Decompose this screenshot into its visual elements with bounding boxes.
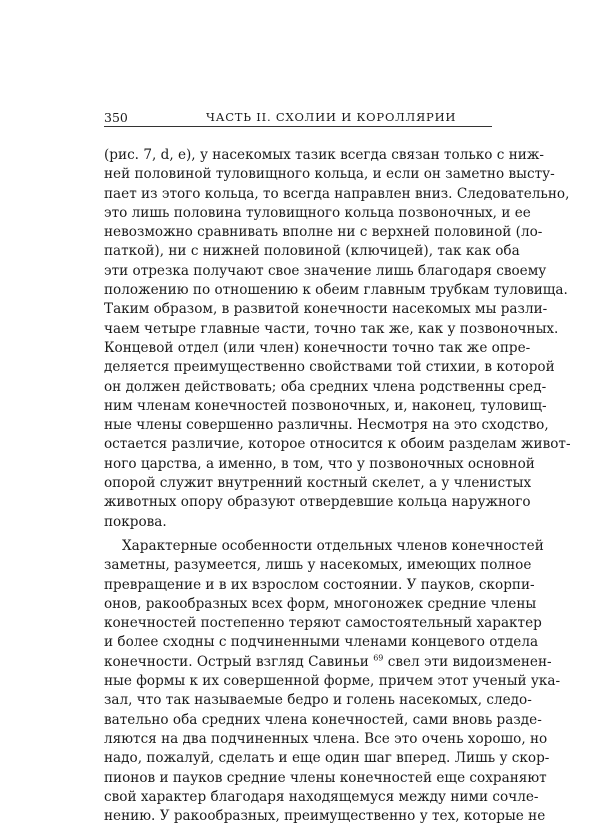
- text-line: пионов и пауков средние члены конечностей еще сохраняют: [104, 769, 547, 786]
- text-line: онов, ракообразных всех форм, многоножек средние члены: [104, 595, 537, 612]
- text-line: ней половиной туловищного кольца, и если он заметно высту-: [104, 166, 555, 183]
- page-number: 350: [104, 110, 128, 125]
- text-line: Характерные особенности отдельных членов конечностей: [122, 537, 544, 554]
- text-line: это лишь половина туловищного кольца позвоночных, и ее: [104, 204, 531, 221]
- paragraph: [104, 146, 571, 532]
- footnote-marker: 69: [373, 653, 384, 663]
- text-line: положению по отношению к обеим главным трубкам туловища.: [104, 282, 568, 299]
- text-line: заметны, разумеется, лишь у насекомых, имеющих полное: [104, 557, 532, 574]
- text-line: превращение и в их взрослом состоянии. У пауков, скорпи-: [104, 576, 535, 593]
- paragraph: [104, 537, 561, 826]
- text-line: остается различие, которое относится к обоим разделам живот-: [104, 436, 571, 453]
- text-line: ним членам конечностей позвоночных, и, наконец, туловищ-: [104, 397, 547, 414]
- text-fragment: конечности. Острый взгляд Савиньи: [104, 653, 369, 670]
- body-text: [104, 146, 571, 826]
- text-line: свой характер благодаря находящемуся между ними сочле-: [104, 788, 539, 805]
- text-line: пает из этого кольца, то всегда направлен вниз. Следовательно,: [104, 185, 570, 202]
- text-line: Концевой отдел (или член) конечности точно так же опре-: [104, 339, 531, 356]
- text-line: деляется преимущественно свойствами той стихии, в которой: [104, 359, 555, 376]
- page-header: [104, 110, 492, 127]
- text-line: ные формы к их совершенной форме, причем этот ученый ука-: [104, 673, 561, 690]
- text-line: покрова.: [104, 513, 167, 530]
- text-line: чаем четыре главные части, точно так же, как у позвоночных.: [104, 320, 559, 337]
- text-line: вательно оба средних члена конечностей, сами вновь разде-: [104, 711, 542, 728]
- text-line: паткой), ни с нижней половиной (ключицей), так как оба: [104, 243, 520, 260]
- text-line: зал, что так называемые бедро и голень насекомых, следо-: [104, 692, 532, 709]
- text-line: животных опору образуют отвердевшие кольца наружного: [104, 494, 531, 511]
- running-title: ЧАСТЬ II. СХОЛИИ И КОРОЛЛЯРИИ: [206, 110, 457, 124]
- text-line: конечностей постепенно теряют самостоятельный характер: [104, 615, 542, 632]
- text-line: невозможно сравнивать вполне ни с верхней половиной (ло-: [104, 224, 543, 241]
- text-line: ные члены совершенно различны. Несмотря на это сходство,: [104, 417, 549, 434]
- text-fragment: свел эти видоизменен-: [387, 653, 552, 670]
- text-line: Таким образом, в развитой конечности насекомых мы разли-: [104, 301, 548, 318]
- text-line: опорой служит внутренний костный скелет, а у членистых: [104, 475, 532, 492]
- text-line: нению. У ракообразных, преимущественно у тех, которые не: [104, 808, 546, 825]
- text-line: надо, пожалуй, сделать и еще один шаг вперед. Лишь у скор-: [104, 750, 550, 767]
- text-line: и более сходны с подчиненными членами концевого отдела: [104, 634, 539, 651]
- text-line: эти отрезка получают свое значение лишь благодаря своему: [104, 262, 547, 279]
- text-line: ляются на два подчиненных члена. Все это очень хорошо, но: [104, 730, 548, 747]
- text-line: [104, 653, 552, 672]
- text-line: ного царства, а именно, в том, что у позвоночных основной: [104, 455, 535, 472]
- text-line: (рис. 7, d, e), у насекомых тазик всегда связан только с ниж-: [104, 147, 544, 163]
- text-line: он должен действовать; оба средних члена родственны сред-: [104, 378, 547, 395]
